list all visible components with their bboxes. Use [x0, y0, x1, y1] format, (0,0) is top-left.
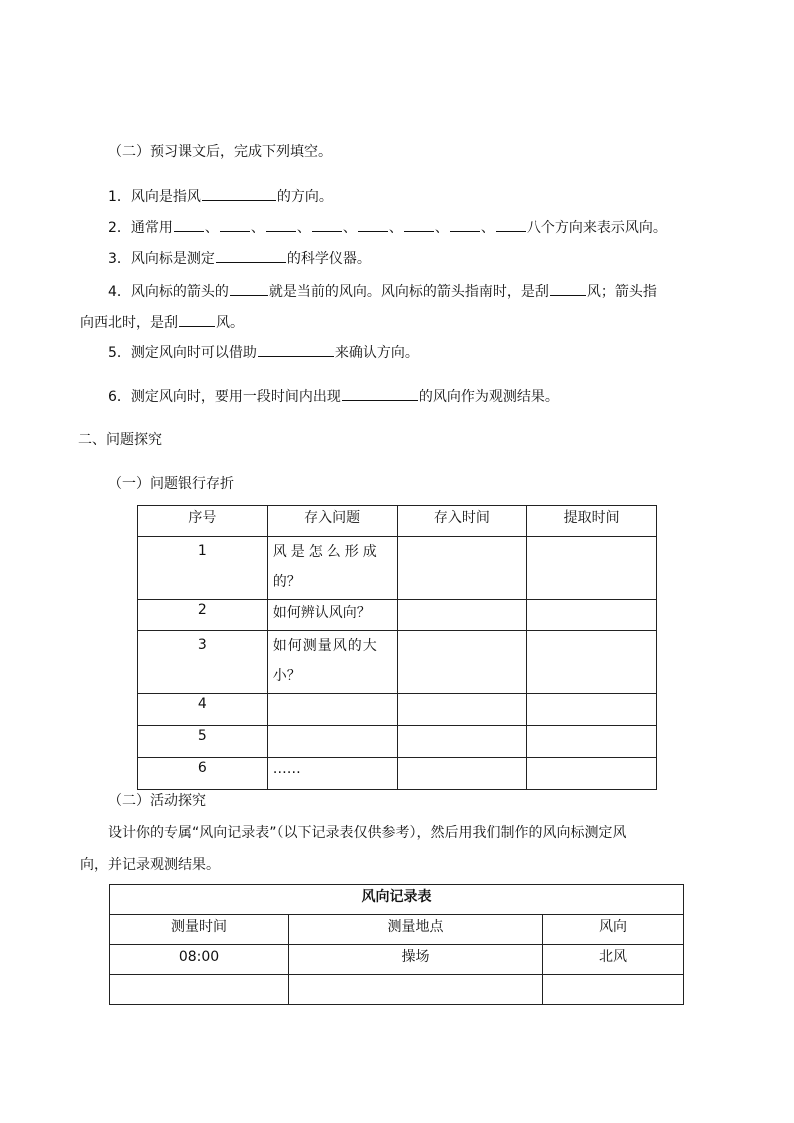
answer-blank[interactable]	[312, 217, 342, 232]
direction-cell[interactable]: 北风	[543, 945, 684, 975]
q1-text-end: 的方向。	[276, 189, 333, 205]
deposit-time-cell[interactable]	[397, 600, 527, 631]
direction-cell[interactable]	[543, 975, 684, 1005]
q3-text-end: 的科学仪器。	[286, 251, 371, 267]
question-2	[108, 217, 667, 238]
question-text: 风是怎么形成	[272, 544, 381, 560]
q5-text-end: 来确认方向。	[334, 345, 419, 361]
time-cell[interactable]	[110, 975, 289, 1005]
withdraw-time-cell[interactable]	[527, 758, 657, 790]
question-cell[interactable]	[267, 726, 397, 758]
row-index: 4	[138, 694, 268, 726]
header-location: 测量地点	[289, 915, 543, 945]
table-row	[138, 631, 657, 694]
table-row	[138, 758, 657, 790]
table-row	[138, 600, 657, 631]
table-title: 风向记录表	[110, 885, 684, 915]
row-index: 3	[138, 631, 268, 694]
question-4	[108, 281, 657, 302]
subsection-heading-activity: （二）活动探究	[108, 793, 206, 809]
answer-blank[interactable]	[550, 281, 586, 296]
question-4-cont	[80, 312, 244, 333]
question-cell[interactable]	[267, 537, 397, 600]
question-cell[interactable]	[267, 631, 397, 694]
location-cell[interactable]: 操场	[289, 945, 543, 975]
deposit-time-cell[interactable]	[397, 726, 527, 758]
deposit-time-cell[interactable]	[397, 537, 527, 600]
header-index: 序号	[138, 506, 268, 537]
row-index: 2	[138, 600, 268, 631]
subsection-heading-bank: （一）问题银行存折	[108, 476, 234, 492]
separator: 、	[480, 220, 495, 236]
question-text: ……	[272, 761, 301, 777]
answer-blank[interactable]	[174, 217, 204, 232]
row-index: 6	[138, 758, 268, 790]
question-bank-table	[137, 505, 657, 790]
header-withdraw-time: 提取时间	[527, 506, 657, 537]
table-row	[138, 726, 657, 758]
withdraw-time-cell[interactable]	[527, 726, 657, 758]
location-cell[interactable]	[289, 975, 543, 1005]
q6-text-end: 的风向作为观测结果。	[418, 389, 559, 405]
question-1	[108, 186, 333, 207]
answer-blank[interactable]	[230, 281, 268, 296]
q4-text-mid: 就是当前的风向。风向标的箭头指南时，是刮	[268, 284, 549, 300]
answer-blank[interactable]	[404, 217, 434, 232]
answer-blank[interactable]	[202, 186, 276, 201]
question-text: 小？	[272, 668, 301, 684]
answer-blank[interactable]	[216, 248, 286, 263]
wind-record-table	[109, 884, 684, 1005]
row-index: 5	[138, 726, 268, 758]
table-row	[138, 537, 657, 600]
header-question: 存入问题	[267, 506, 397, 537]
q3-text: 3．风向标是测定	[108, 251, 215, 267]
separator: 、	[434, 220, 449, 236]
answer-blank[interactable]	[496, 217, 526, 232]
separator: 、	[204, 220, 219, 236]
q5-text: 5．测定风向时可以借助	[108, 345, 257, 361]
question-cell[interactable]	[267, 758, 397, 790]
question-cell[interactable]	[267, 600, 397, 631]
separator: 、	[250, 220, 265, 236]
q2-text: 2．通常用	[108, 220, 173, 236]
answer-blank[interactable]	[258, 342, 334, 357]
q4-text-line2: 向西北时，是刮	[80, 315, 178, 331]
instruction-paragraph-cont: 向，并记录观测结果。	[80, 857, 220, 873]
question-6	[108, 386, 559, 407]
answer-blank[interactable]	[450, 217, 480, 232]
question-3	[108, 248, 371, 269]
table-row	[110, 945, 684, 975]
answer-blank[interactable]	[179, 312, 215, 327]
answer-blank[interactable]	[358, 217, 388, 232]
deposit-time-cell[interactable]	[397, 631, 527, 694]
table-title-row	[110, 885, 684, 915]
table-row	[110, 975, 684, 1005]
deposit-time-cell[interactable]	[397, 694, 527, 726]
answer-blank[interactable]	[266, 217, 296, 232]
question-text: 如何辨认风向？	[272, 605, 371, 621]
question-text: 的？	[272, 574, 301, 590]
withdraw-time-cell[interactable]	[527, 631, 657, 694]
question-text: 如何测量风的大	[272, 638, 378, 654]
question-cell[interactable]	[267, 694, 397, 726]
preview-heading: （二）预习课文后，完成下列填空。	[108, 144, 332, 160]
table-header-row	[138, 506, 657, 537]
table-row	[138, 694, 657, 726]
separator: 、	[388, 220, 403, 236]
separator: 、	[296, 220, 311, 236]
separator: 、	[342, 220, 357, 236]
q1-text: 1．风向是指风	[108, 189, 201, 205]
q4-text-end: 风。	[216, 315, 244, 331]
header-time: 测量时间	[110, 915, 289, 945]
section-heading: 二、问题探究	[78, 432, 162, 448]
deposit-time-cell[interactable]	[397, 758, 527, 790]
answer-blank[interactable]	[220, 217, 250, 232]
table-header-row	[110, 915, 684, 945]
q6-text: 6．测定风向时，要用一段时间内出现	[108, 389, 341, 405]
q4-text-mid2: 风；箭头指	[586, 284, 657, 300]
header-direction: 风向	[543, 915, 684, 945]
question-5	[108, 342, 419, 363]
time-cell[interactable]: 08:00	[110, 945, 289, 975]
withdraw-time-cell[interactable]	[527, 600, 657, 631]
row-index: 1	[138, 537, 268, 600]
answer-blank[interactable]	[342, 386, 418, 401]
withdraw-time-cell[interactable]	[527, 537, 657, 600]
withdraw-time-cell[interactable]	[527, 694, 657, 726]
instruction-paragraph: 设计你的专属“风向记录表”（以下记录表仅供参考），然后用我们制作的风向标测定风	[108, 825, 627, 841]
q4-text: 4．风向标的箭头的	[108, 284, 229, 300]
q2-text-end: 八个方向来表示风向。	[526, 220, 667, 236]
header-deposit-time: 存入时间	[397, 506, 527, 537]
